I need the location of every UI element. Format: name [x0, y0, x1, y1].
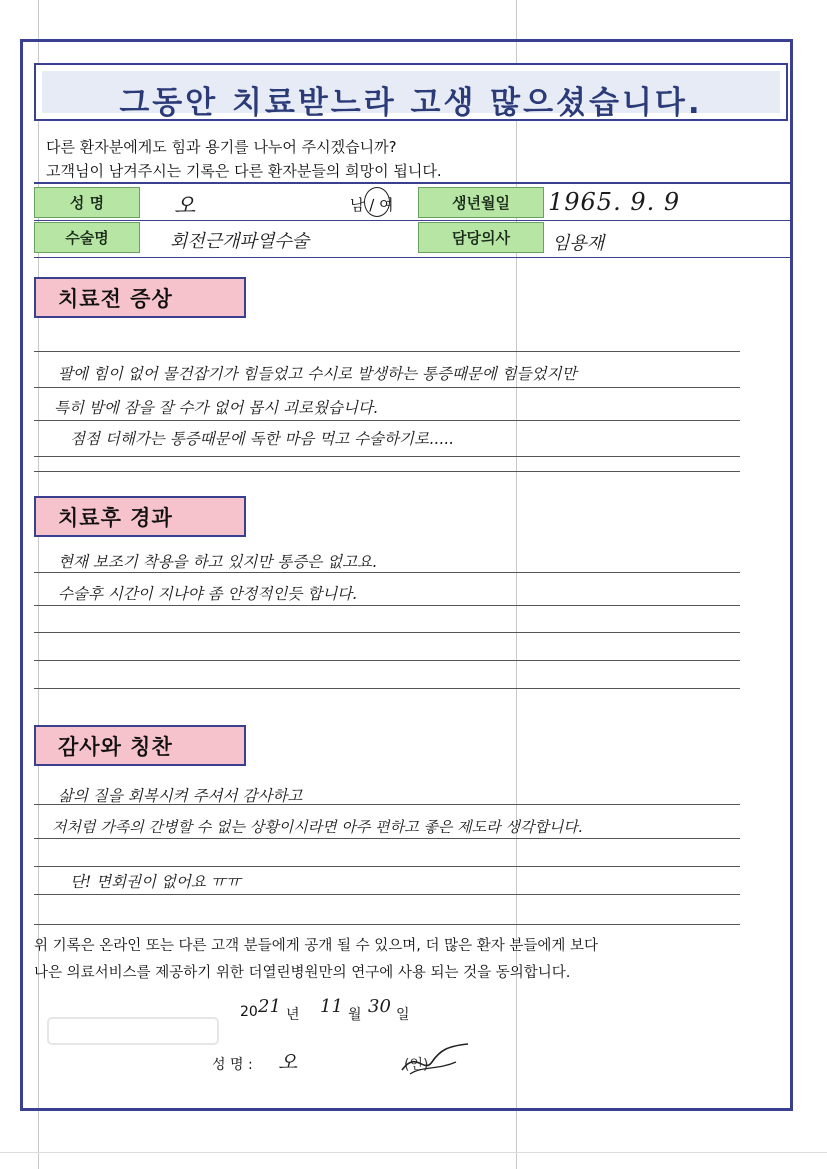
- seal-mark: (인): [404, 1057, 429, 1073]
- rule: [34, 924, 740, 925]
- surgery-value[interactable]: 회전근개파열수술: [170, 231, 310, 252]
- year-prefix: 20: [240, 1004, 258, 1020]
- year-value[interactable]: 21: [258, 996, 281, 1017]
- rule: [34, 456, 740, 457]
- rule: [34, 351, 740, 352]
- field-row-name: [34, 182, 790, 221]
- page-title: 그동안 치료받느라 고생 많으셨습니다.: [119, 85, 703, 121]
- handwritten-signature-icon: [398, 1040, 472, 1080]
- after-line-2[interactable]: 수술후 시간이 지나야 좀 안정적인듯 합니다.: [58, 585, 358, 603]
- consent-line-2: 나은 의료서비스를 제공하기 위한 더열린병원만의 연구에 사용 되는 것을 동의합니다.: [34, 965, 571, 981]
- after-line-1[interactable]: 현재 보조기 착용을 하고 있지만 통증은 없고요.: [58, 553, 377, 571]
- signer-label: 성 명 :: [212, 1057, 253, 1073]
- consent-line-1: 위 기록은 온라인 또는 다른 고객 분들에게 공개 될 수 있으며, 더 많은 환자 분들에게 보다: [34, 938, 598, 954]
- rule: [34, 605, 740, 606]
- field-row-surgery: [34, 219, 790, 258]
- thanks-line-3[interactable]: 단! 면회권이 없어요 ㅠㅠ: [70, 873, 241, 891]
- rule: [34, 894, 740, 895]
- rule: [34, 387, 740, 388]
- doctor-value[interactable]: 임용재: [552, 233, 605, 254]
- name-value[interactable]: 오: [174, 194, 196, 219]
- birth-value[interactable]: 1965. 9. 9: [548, 188, 681, 216]
- section-after-label: 치료후 경과: [34, 496, 246, 537]
- day-unit: 일: [396, 1007, 410, 1023]
- sex-label: 남 / 여: [350, 196, 394, 214]
- scan-edge-bottom: [0, 1152, 827, 1153]
- month-value[interactable]: 11: [320, 996, 343, 1017]
- month-unit: 월: [348, 1007, 362, 1023]
- thanks-line-1[interactable]: 삶의 질을 회복시켜 주셔서 감사하고: [58, 787, 303, 805]
- birth-label: 생년월일: [418, 187, 544, 218]
- surgery-label: 수술명: [34, 222, 140, 253]
- rule: [34, 572, 740, 573]
- intro-line-2: 고객님이 남겨주시는 기록은 다른 환자분들의 희망이 됩니다.: [46, 162, 442, 180]
- day-value[interactable]: 30: [368, 996, 391, 1017]
- before-line-3[interactable]: 점점 더해가는 통증때문에 독한 마음 먹고 수술하기로.....: [70, 430, 454, 448]
- title-band: [34, 63, 788, 121]
- doctor-label: 담당의사: [418, 222, 544, 253]
- rule: [34, 838, 740, 839]
- watermark-logo-icon: [46, 1014, 224, 1048]
- rule: [34, 688, 740, 689]
- section-before-label: 치료전 증상: [34, 277, 246, 318]
- name-label: 성 명: [34, 187, 140, 218]
- before-line-1[interactable]: 팔에 힘이 없어 물건잡기가 힘들었고 수시로 발생하는 통증때문에 힘들었지만: [58, 365, 577, 383]
- year-unit: 년: [286, 1007, 300, 1023]
- rule: [34, 420, 740, 421]
- rule: [34, 471, 740, 472]
- before-line-2[interactable]: 특히 밤에 잠을 잘 수가 없어 몹시 괴로웠습니다.: [54, 399, 378, 417]
- rule: [34, 866, 740, 867]
- thanks-line-2[interactable]: 저처럼 가족의 간병할 수 없는 상황이시라면 아주 편하고 좋은 제도라 생각합니다.: [52, 818, 583, 836]
- sex-circle-mark: [364, 187, 390, 217]
- rule: [34, 660, 740, 661]
- signer-value[interactable]: 오: [278, 1050, 298, 1074]
- intro-line-1: 다른 환자분에게도 힘과 용기를 나누어 주시겠습니까?: [46, 138, 397, 156]
- rule: [34, 632, 740, 633]
- section-thanks-label: 감사와 칭찬: [34, 725, 246, 766]
